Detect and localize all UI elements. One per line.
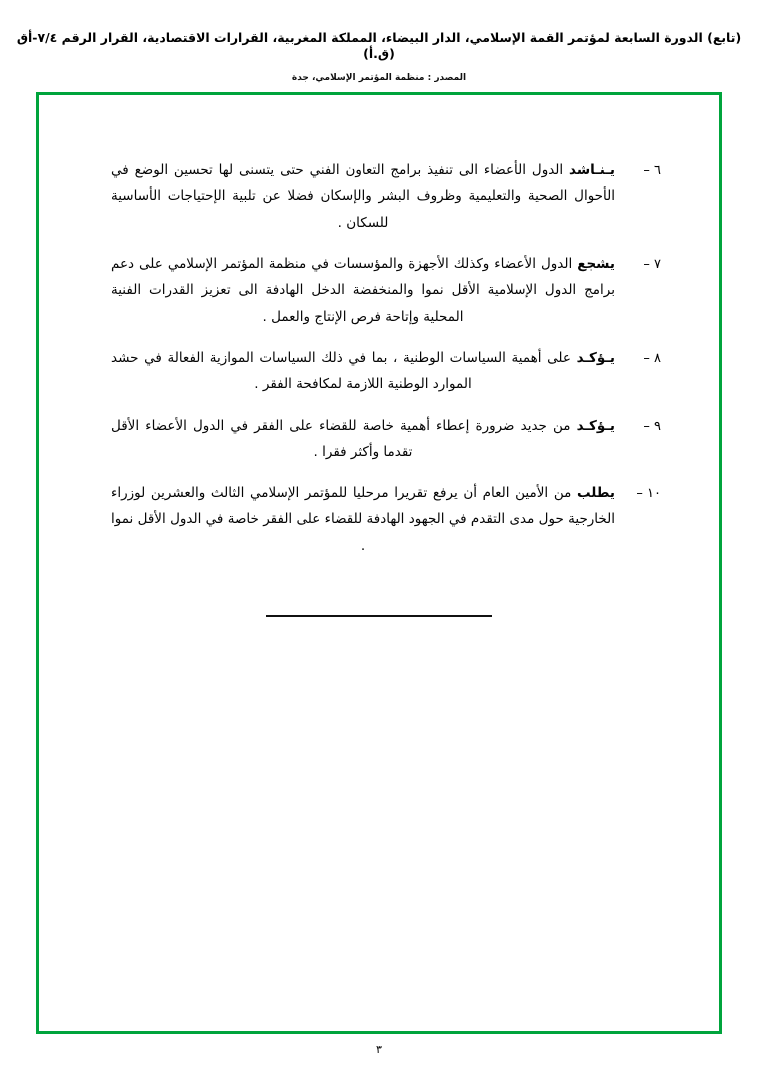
divider-line <box>266 615 492 617</box>
clause-text <box>111 413 615 466</box>
clause-marker: ١٠ – <box>636 486 661 502</box>
clause-marker: ٦ – <box>643 163 661 178</box>
clause-body-text: من الأمين العام أن يرفع تقريرا مرحليا للمؤتمر الإسلامي الثالث والعشرين لوزراء الخارجية حول مدى التقدم في الجهود الهادفة للقضاء على الفقر خاصة في الدول الأقل نموا . <box>111 485 615 554</box>
clause-item <box>111 251 661 330</box>
clause-body-text: الدول الأعضاء وكذلك الأجهزة والمؤسسات في منظمة المؤتمر الإسلامي على دعم برامج الدول الإسلامية الأقل نموا والمنخفضة الدخل الهادفة الى تعزيز القدرات الفنية المحلية وإتاحة فرص الإنتاج والعمل . <box>111 255 615 325</box>
page-number: ٣ <box>376 1043 382 1056</box>
clause-item <box>111 157 661 236</box>
clause-marker: ٩ – <box>643 418 661 434</box>
document-header <box>0 30 758 83</box>
clause-lead: يشجع <box>577 255 615 272</box>
clause-text <box>111 480 615 559</box>
clause-text <box>111 157 615 236</box>
clause-lead: يـؤكـد <box>576 349 615 366</box>
clause-marker: ٧ – <box>643 256 661 272</box>
page-frame <box>36 92 722 1034</box>
clause-item <box>111 345 661 398</box>
clause-lead: يـؤكـد <box>576 417 615 434</box>
clause-marker: ٨ – <box>643 350 661 366</box>
clause-lead: يطلب <box>576 485 615 502</box>
header-title: (تابع) الدورة السابعة لمؤتمر القمة الإسلامي، الدار البيضاء، المملكة المغربية، القرارات الاقتصادية، القرار الرقم ٧/٤-أق (ق.أ) <box>16 30 742 62</box>
clause-list <box>111 157 661 574</box>
header-source: المصدر : منظمة المؤتمر الإسلامي، جدة <box>291 72 467 83</box>
clause-text <box>111 251 615 330</box>
clause-item <box>111 413 661 466</box>
clause-item <box>111 480 661 559</box>
clause-body-text: من جديد ضرورة إعطاء أهمية خاصة للقضاء على الفقر في الدول الأعضاء الأقل تقدما وأكثر فقرا . <box>111 417 577 460</box>
clause-body-text: الدول الأعضاء الى تنفيذ برامج التعاون الفني حتى يتسنى لها تحسين الوضع في الأحوال الصحية والتعليمية وظروف البشر والإسكان فضلا عن تلبية الإحتياجات الأساسية للسكان . <box>111 162 615 231</box>
clause-text <box>111 345 615 398</box>
section-divider <box>39 615 719 617</box>
clause-lead: يـنـاشد <box>569 162 615 178</box>
clause-body-text: على أهمية السياسات الوطنية ، بما في ذلك السياسات الموازية الفعالة في حشد الموارد الوطنية اللازمة لمكافحة الفقر . <box>111 349 577 393</box>
